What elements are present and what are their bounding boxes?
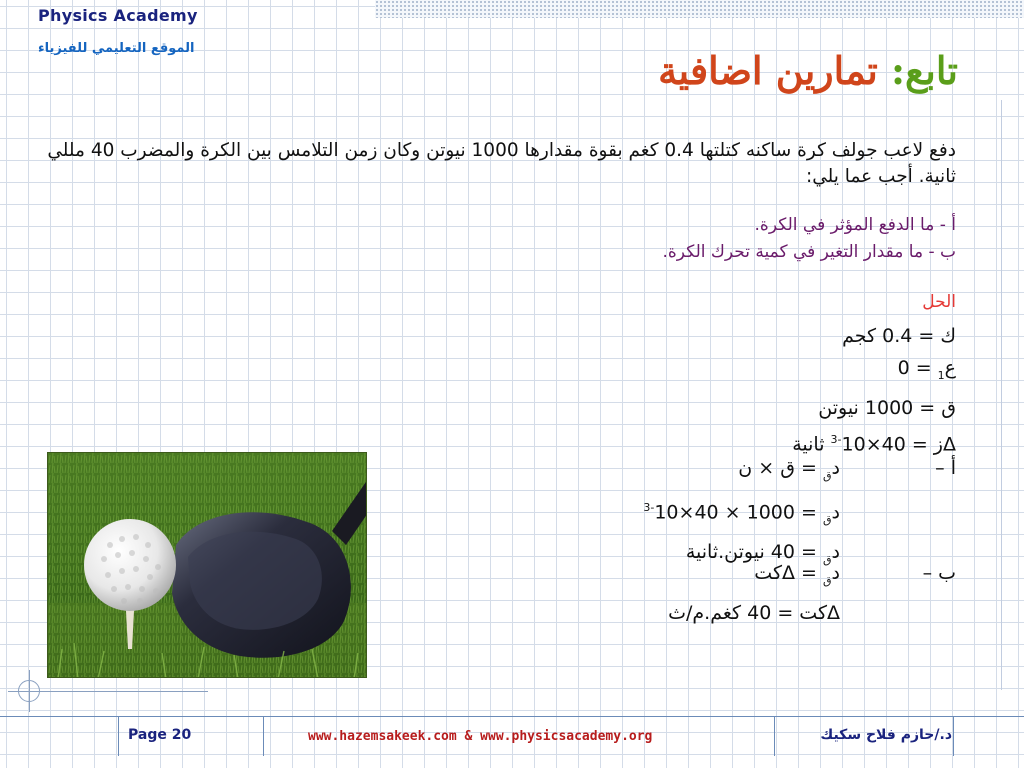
slide-title-main: تمارين اضافية (658, 48, 878, 93)
author-name: د./حازم فلاح سكيك (820, 727, 952, 743)
impulse-symbol: د (831, 457, 840, 479)
impulse-exponent: -3 (643, 500, 655, 514)
solution-part-b (576, 557, 956, 629)
time-exponent: -3 (830, 432, 842, 446)
impulse-subscript: ق (822, 468, 832, 482)
website-links[interactable]: www.hazemsakeek.com & www.physicsacademy.org (308, 729, 653, 744)
impulse-symbol: د (831, 540, 840, 563)
brand-name-arabic: الموقع التعليمي للفيزياء (38, 41, 195, 56)
part-b-line-2 (576, 597, 956, 629)
impulse-symbol: د (831, 562, 840, 584)
part-a-line-1 (576, 452, 956, 492)
problem-statement: دفع لاعب جولف كرة ساكنه كتلتها 0.4 كغم بقوة مقدارها 1000 نيوتن وكان زمن التلامس بين الكرة والمضرب 40 مللي ثانية. أجب عما يلي: (47, 140, 956, 187)
question-b: ب - ما مقدار التغير في كمية تحرك الكرة. (662, 242, 956, 262)
impulse-result: = 40 نيوتن.ثانية (685, 540, 823, 563)
momentum-change-formula: = Δكت (754, 562, 823, 584)
impulse-formula: = ق × ن (738, 457, 823, 479)
header-dotted-band (375, 0, 1024, 18)
decorative-circle (18, 680, 40, 702)
impulse-subscript: ق (822, 573, 832, 587)
solution-heading: الحل (922, 292, 956, 312)
time-value: Δز = 40×10 (841, 433, 956, 456)
decorative-vertical-line (1001, 100, 1002, 690)
slide-title (658, 48, 958, 93)
momentum-change-result: Δكت = 40 كغم.م/ث (668, 601, 840, 624)
velocity-symbol: ع (944, 357, 956, 379)
velocity-value: = 0 (897, 357, 938, 379)
given-mass: ك = 0.4 كجم (842, 325, 956, 347)
impulse-substitution: = 1000 × 40×10 (654, 501, 823, 524)
questions-list (256, 212, 956, 266)
part-b-label: ب – (922, 562, 956, 584)
golf-ball-photo (47, 452, 367, 678)
given-initial-velocity (596, 352, 956, 392)
part-a-label: أ – (935, 457, 956, 479)
page-number: Page 20 (128, 727, 192, 743)
part-a-line-2 (576, 492, 956, 536)
impulse-subscript: ق (822, 512, 832, 526)
time-unit: ثانية (792, 433, 831, 456)
impulse-symbol: د (831, 501, 840, 524)
brand-name-english: Physics Academy (38, 6, 198, 25)
impulse-subscript: ق (822, 552, 832, 566)
given-values (596, 320, 956, 460)
given-force: ق = 1000 نيوتن (818, 396, 956, 419)
velocity-subscript: 1 (937, 368, 945, 382)
part-b-line-1 (576, 557, 956, 597)
slide-title-prefix: تابع: (891, 48, 958, 93)
question-a: أ - ما الدفع المؤثر في الكرة. (754, 215, 956, 235)
